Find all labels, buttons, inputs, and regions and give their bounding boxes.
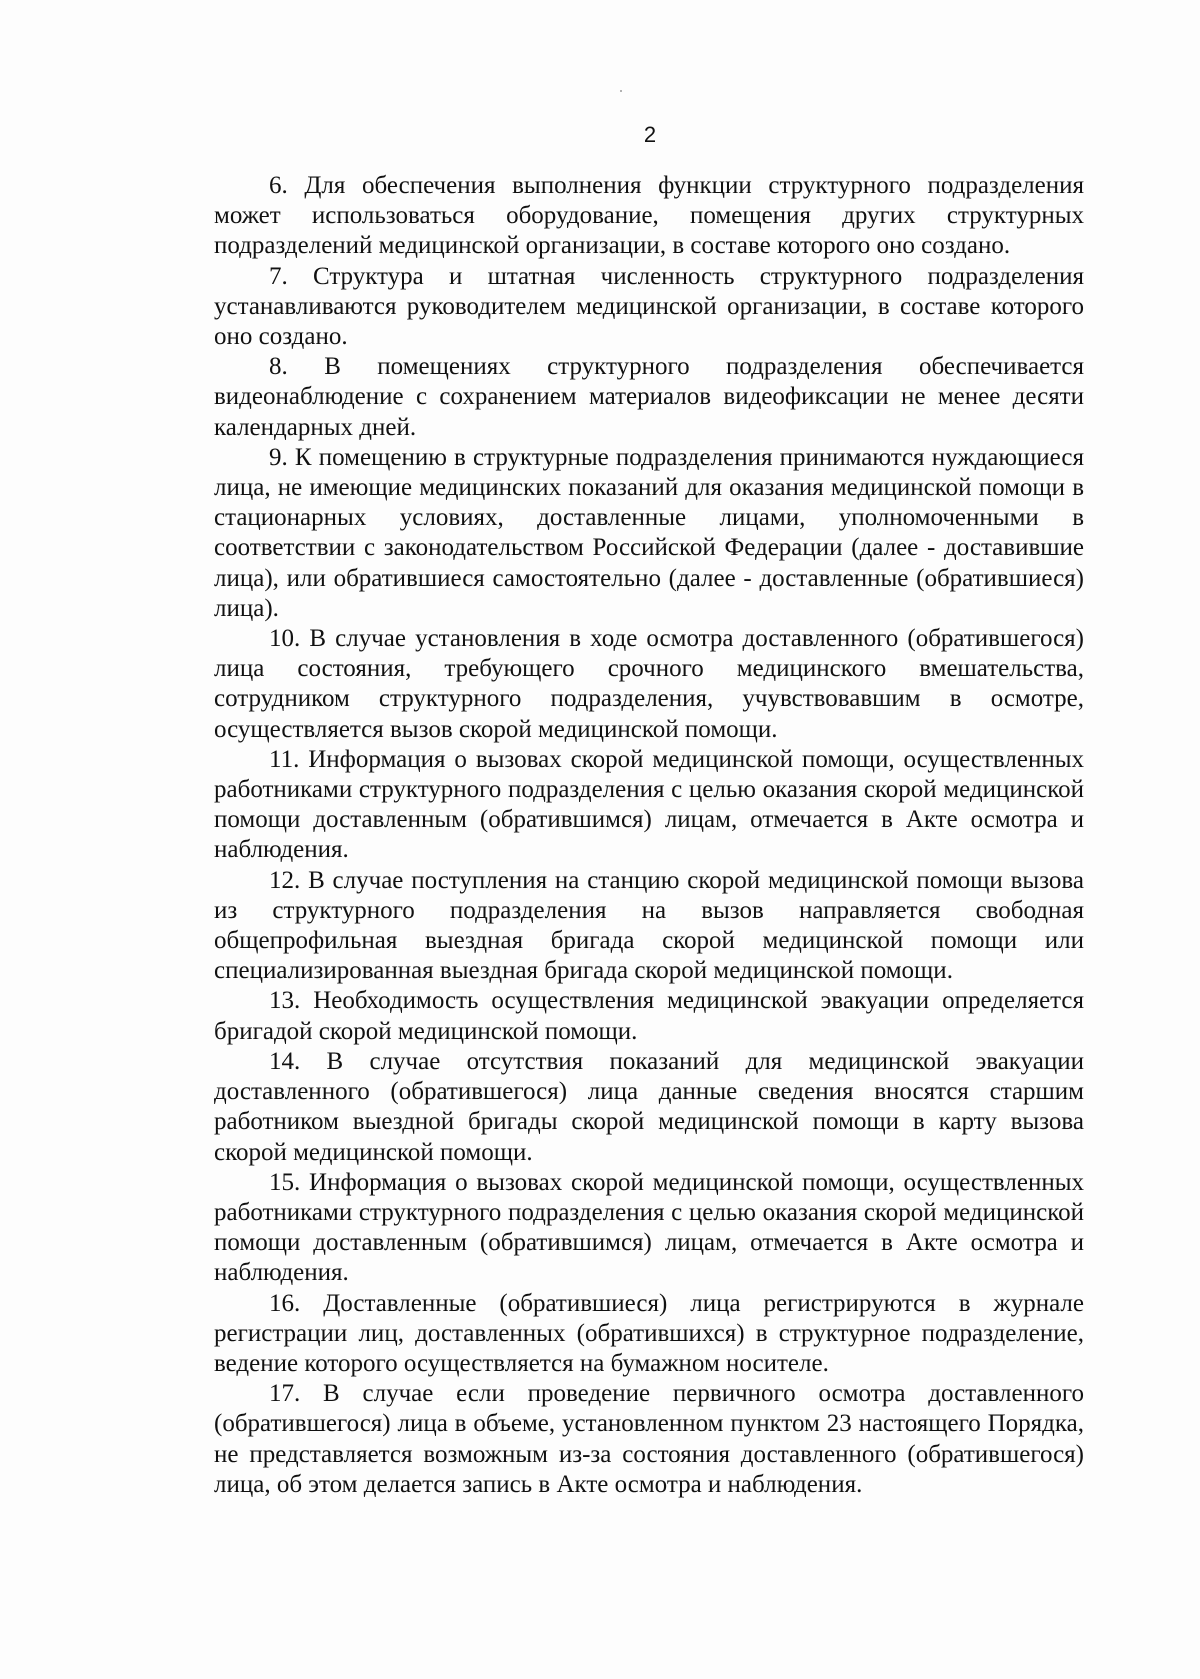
paragraph-7: 7. Структура и штатная численность структурного подразделения устанавливаются руководителем медицинской организации, в составе которого оно создано. [214,262,1084,351]
scan-speck [620,90,622,92]
paragraph-8: 8. В помещениях структурного подразделения обеспечивается видеонаблюдение с сохранением материалов видеофиксации не менее десяти календарных дней. [214,353,1084,441]
paragraph-13: 13. Необходимость осуществления медицинской эвакуации определяется бригадой скорой медицинской помощи. [214,987,1084,1045]
paragraph-16: 16. Доставленные (обратившиеся) лица регистрируются в журнале регистрации лиц, доставленных (обратившихся) в структурное подразделение, ведение которого осуществляется на бумажном носителе. [214,1289,1084,1377]
paragraph-10: 10. В случае установления в ходе осмотра доставленного (обратившегося) лица состояния, требующего срочного медицинского вмешательства, сотрудником структурного подразделения, учувствовавшим в осмотре, осуществляется вызов скорой медицинской помощи. [214,625,1084,743]
paragraph-17: 17. В случае если проведение первичного осмотра доставленного (обратившегося) лица в объеме, установленном пунктом 23 настоящего Порядка, не представляется возможным из-за состояния доставленного (обратившегося) лица, об этом делается запись в Акте осмотра и наблюдения. [214,1380,1084,1498]
paragraph-9: 9. К помещению в структурные подразделения принимаются нуждающиеся лица, не имеющие медицинских показаний для оказания медицинской помощи в стационарных условиях, доставленные лицами, уполномоченными в соответствии с законодательством Российской Федерации (далее - доставившие лица), или обратившиеся самостоятельно (далее - доставленные (обратившиеся) лица). [214,443,1084,622]
paragraph-12: 12. В случае поступления на станцию скорой медицинской помощи вызова из структурного подразделения на вызов направляется свободная общепрофильная выездная бригада скорой медицинской помощи или специализированная выездная бригада скорой медицинской помощи. [214,866,1084,985]
page-number: 2 [643,122,657,147]
paragraph-11: 11. Информация о вызовах скорой медицинской помощи, осуществленных работниками структурного подразделения с целью оказания скорой медицинской помощи доставленным (обратившимся) лицам, отмечается в Акте осмотра и наблюдения. [214,745,1084,864]
document-body [214,171,1084,1500]
paragraph-6: 6. Для обеспечения выполнения функции структурного подразделения может использоваться оборудование, помещения других структурных подразделений медицинской организации, в составе которого оно создано. [214,172,1084,260]
paragraph-15: 15. Информация о вызовах скорой медицинской помощи, осуществленных работниками структурного подразделения с целью оказания скорой медицинской помощи доставленным (обратившимся) лицам, отмечается в Акте осмотра и наблюдения. [214,1168,1084,1287]
paragraph-14: 14. В случае отсутствия показаний для медицинской эвакуации доставленного (обратившегося) лица данные сведения вносятся старшим работником выездной бригады скорой медицинской помощи в карту вызова скорой медицинской помощи. [214,1047,1084,1166]
